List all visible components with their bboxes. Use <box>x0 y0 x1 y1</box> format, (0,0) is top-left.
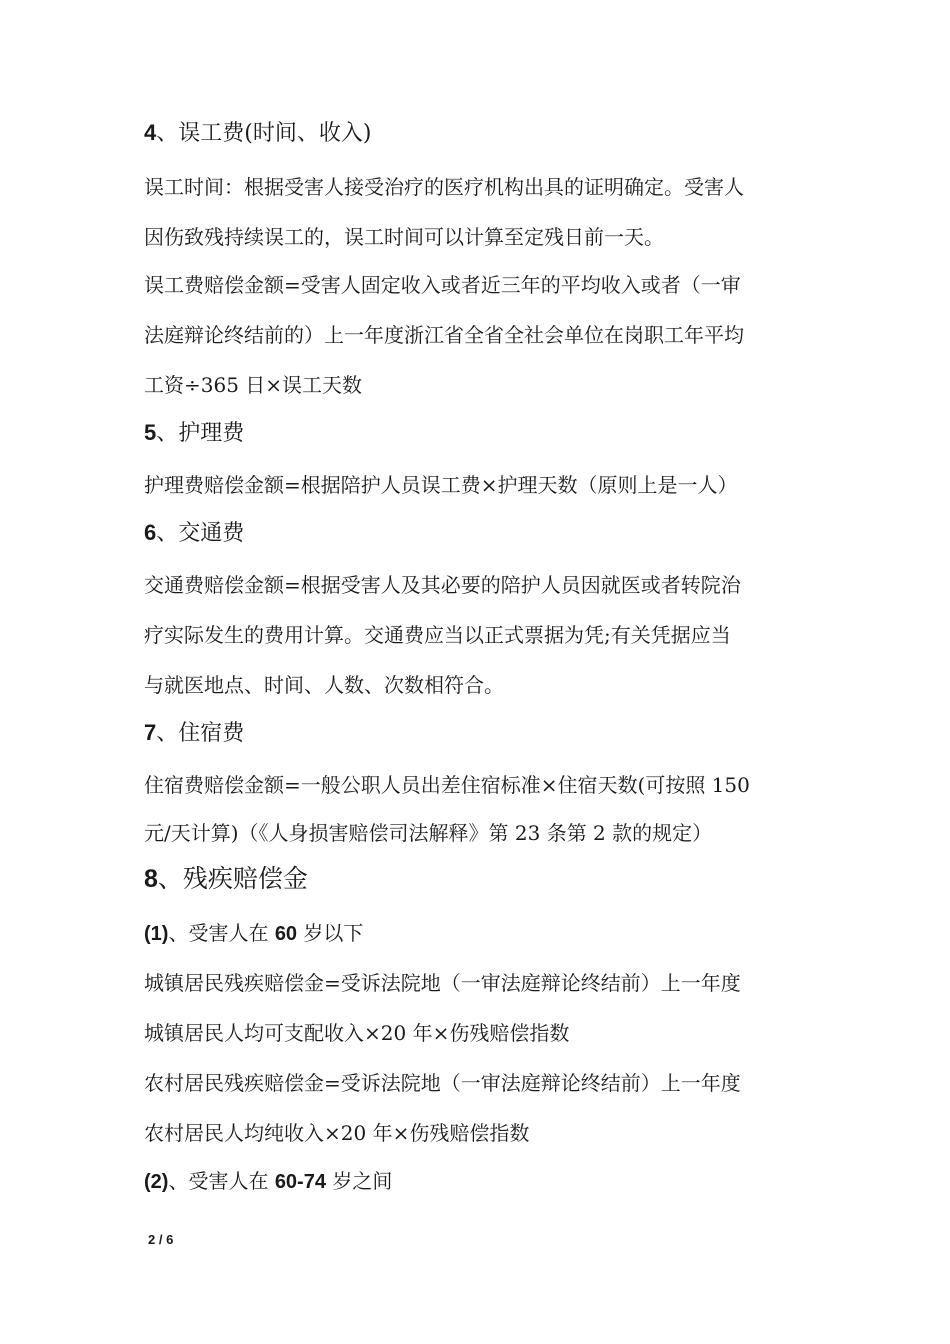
paragraph-line: 误工时间：根据受害人接受治疗的医疗机构出具的证明确定。受害人 <box>144 175 744 199</box>
paragraph-line: 农村居民残疾赔偿金=受诉法院地（一审法庭辩论终结前）上一年度 <box>144 1071 741 1095</box>
paragraph-line: 护理费赔偿金额=根据陪护人员误工费×护理天数（原则上是一人） <box>144 473 738 497</box>
section-title: 、护理费 <box>156 421 245 446</box>
paragraph-line: 城镇居民人均可支配收入×20 年×伤残赔偿指数 <box>144 1021 570 1045</box>
subheading-text: 、受害人在 <box>168 921 275 945</box>
subheading-age: 60-74 <box>274 1171 326 1193</box>
section-title: 、住宿费 <box>156 721 245 746</box>
paragraph-line: 交通费赔偿金额=根据受害人及其必要的陪护人员因就医或者转院治 <box>144 573 741 597</box>
page-indicator: 2 / 6 <box>148 1232 174 1247</box>
section-title: 、交通费 <box>156 521 245 546</box>
paragraph-line: 误工费赔偿金额=受害人固定收入或者近三年的平均收入或者（一审 <box>144 273 741 297</box>
subheading-label: (1) <box>144 923 169 945</box>
paragraph-line: 工资÷365 日×误工天数 <box>144 373 363 397</box>
paragraph-line: 法庭辩论终结前的）上一年度浙江省全省全社会单位在岗职工年平均 <box>144 323 744 347</box>
subheading-age: 60 <box>274 923 298 945</box>
subheading-2 <box>144 1166 809 1197</box>
paragraph-line: 疗实际发生的费用计算。交通费应当以正式票据为凭;有关凭据应当 <box>144 623 731 647</box>
section-heading-7 <box>144 718 809 749</box>
section-heading-5 <box>144 418 809 449</box>
section-heading-8 <box>144 864 809 894</box>
section-title: 、残疾赔偿金 <box>157 864 308 893</box>
section-number: 8 <box>144 865 158 893</box>
section-heading-4 <box>144 118 809 149</box>
section-number: 6 <box>144 520 157 545</box>
subheading-label: (2) <box>144 1171 169 1193</box>
paragraph-line: 农村居民人均纯收入×20 年×伤残赔偿指数 <box>144 1121 530 1145</box>
paragraph-line: 城镇居民残疾赔偿金=受诉法院地（一审法庭辩论终结前）上一年度 <box>144 971 741 995</box>
paragraph-line: 因伤致残持续误工的，误工时间可以计算至定残日前一天。 <box>144 225 664 249</box>
section-number: 7 <box>144 720 157 745</box>
section-number: 4 <box>144 120 157 145</box>
section-heading-6 <box>144 518 809 549</box>
paragraph-line: 元/天计算)（《人身损害赔偿司法解释》第 23 条第 2 款的规定） <box>144 821 713 845</box>
subheading-text: 岁以下 <box>297 921 364 945</box>
section-number: 5 <box>144 420 157 445</box>
section-title: 、误工费(时间、收入) <box>156 121 372 146</box>
paragraph-line: 与就医地点、时间、人数、次数相符合。 <box>144 673 504 697</box>
subheading-text: 、受害人在 <box>168 1169 275 1193</box>
paragraph-line: 住宿费赔偿金额=一般公职人员出差住宿标准×住宿天数(可按照 150 <box>144 773 750 797</box>
subheading-1 <box>144 918 809 949</box>
subheading-text: 岁之间 <box>325 1169 393 1193</box>
